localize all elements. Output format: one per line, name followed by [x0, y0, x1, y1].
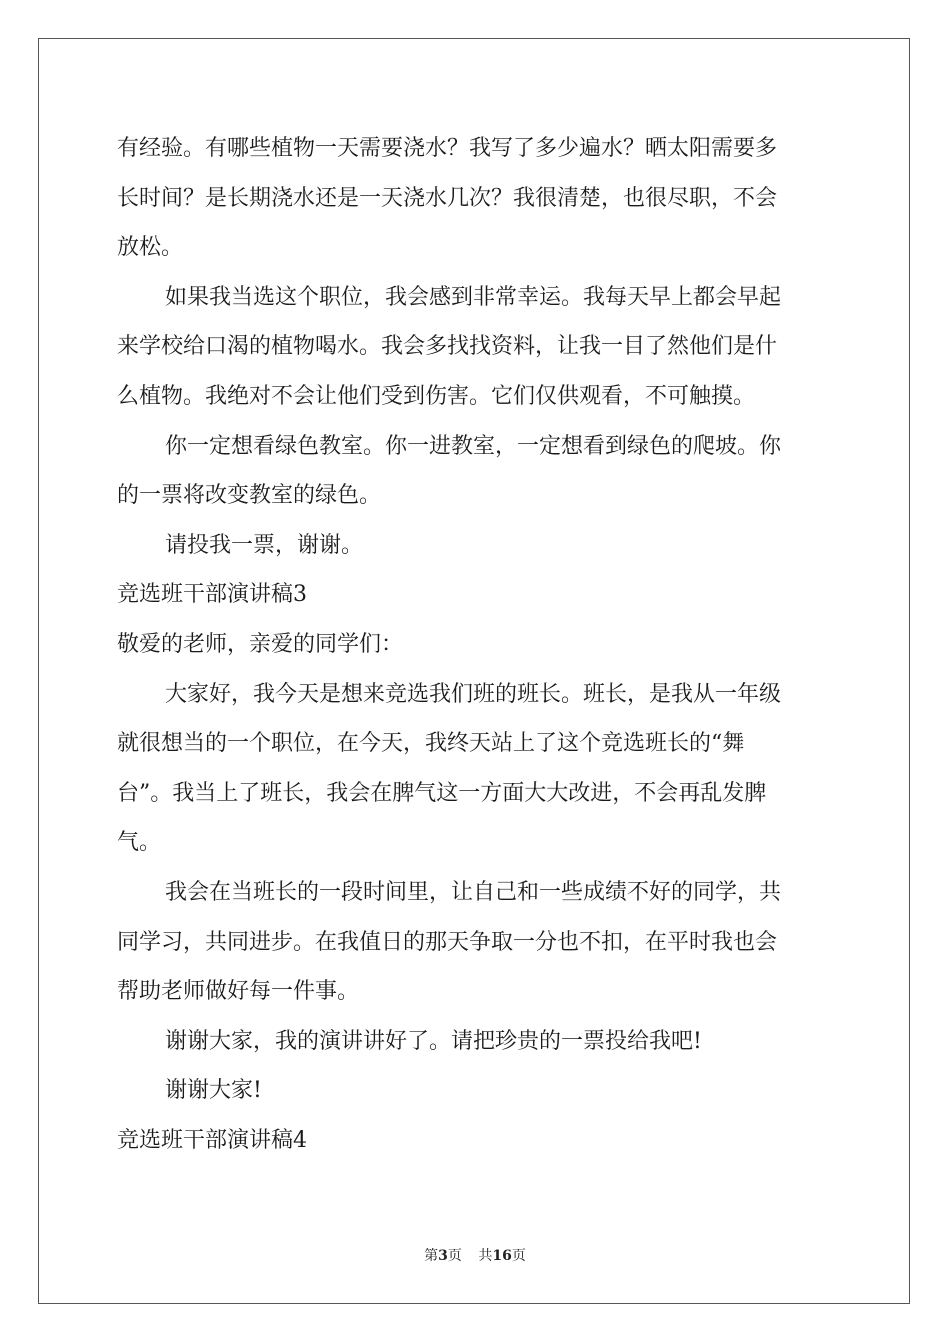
text-line: 么植物。我绝对不会让他们受到伤害。它们仅供观看，不可触摸。: [117, 383, 756, 409]
total-count: 16: [492, 1248, 512, 1264]
text-line: 来学校给口渴的植物喝水。我会多找找资料，让我一目了然他们是什: [117, 334, 778, 360]
document-body: [117, 124, 837, 1165]
paragraph-start-line: 你一定想看绿色教室。你一进教室，一定想看到绿色的爬坡。你: [165, 433, 782, 459]
total-suffix: 页: [511, 1248, 526, 1264]
text-line: 帮助老师做好每一件事。: [117, 979, 360, 1005]
total-prefix: 共: [478, 1248, 493, 1264]
total-pages: [478, 1248, 525, 1264]
text-line: 同学习，共同进步。在我值日的那天争取一分也不扣，在平时我也会: [117, 929, 778, 955]
text-line: 气。: [117, 830, 162, 856]
text-line: 长时间？是长期浇水还是一天浇水几次？我很清楚，也很尽职，不会: [117, 185, 778, 211]
salutation: 敬爱的老师，亲爱的同学们：: [117, 631, 404, 657]
text-line: 放松。: [117, 235, 184, 261]
page-prefix: 第: [424, 1248, 439, 1264]
section-heading: 竞选班干部演讲稿3: [117, 582, 307, 608]
text-line: 有经验。有哪些植物一天需要浇水？我写了多少遍水？晒太阳需要多: [117, 136, 778, 161]
paragraph-start-line: 谢谢大家，我的演讲讲好了。请把珍贵的一票投给我吧!: [165, 1028, 702, 1054]
current-page: 3: [438, 1248, 448, 1264]
text-line: 就很想当的一个职位，在今天，我终天站上了这个竞选班长的“舞: [117, 731, 745, 757]
text-line: 台”。我当上了班长，我会在脾气这一方面大大改进，不会再乱发脾: [117, 780, 767, 806]
paragraph-start-line: 大家好，我今天是想来竞选我们班的班长。班长，是我从一年级: [165, 681, 782, 707]
page-suffix: 页: [447, 1248, 462, 1264]
paragraph-start-line: 如果我当选这个职位，我会感到非常幸运。我每天早上都会早起: [165, 284, 782, 310]
section-heading: 竞选班干部演讲稿4: [117, 1127, 307, 1153]
page-footer: [0, 1245, 950, 1265]
page-number: [424, 1248, 462, 1264]
closing-line: 谢谢大家!: [165, 1078, 262, 1104]
paragraph-start-line: 请投我一票，谢谢。: [165, 532, 364, 558]
text-line: 的一票将改变教室的绿色。: [117, 483, 382, 509]
paragraph-start-line: 我会在当班长的一段时间里，让自己和一些成绩不好的同学，共: [165, 879, 782, 905]
